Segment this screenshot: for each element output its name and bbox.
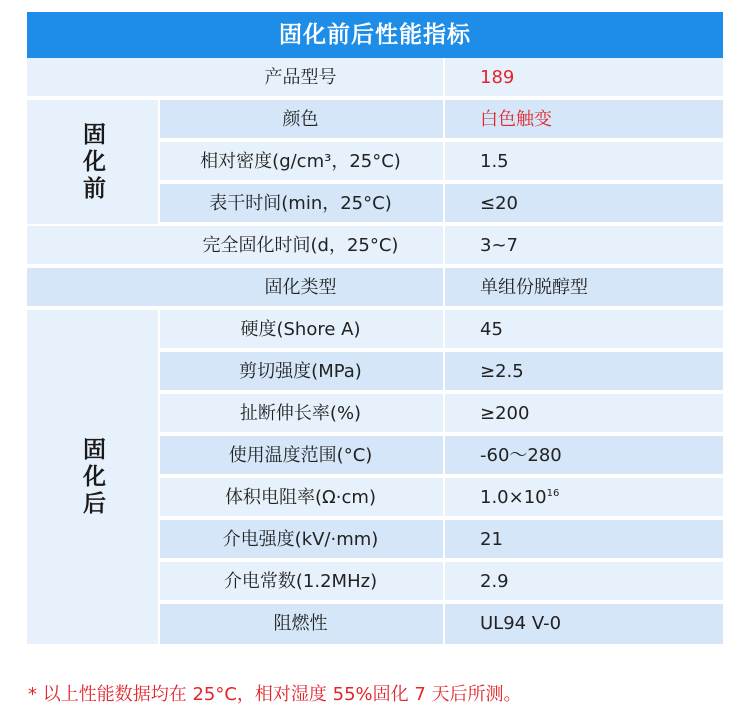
row-label: 剪切强度(MPa) (239, 361, 362, 382)
row-value: ≥2.5 (480, 361, 524, 382)
row-value: $1.0\times 10^{16}$ (480, 487, 560, 508)
group-after-label: 固化后 (79, 436, 105, 518)
row-value: -60～280 (480, 445, 562, 466)
group-divider (158, 310, 160, 646)
row-value: 2.9 (480, 571, 509, 592)
column-divider (443, 58, 445, 646)
row-value: 189 (480, 67, 515, 88)
row-label: 完全固化时间(d，25°C) (202, 235, 399, 256)
group-after (27, 310, 158, 646)
row-value: ≥200 (480, 403, 530, 424)
row-value: 单组份脱醇型 (480, 277, 588, 298)
table-title: 固化前后性能指标 (27, 12, 723, 58)
row-label: 使用温度范围(°C) (228, 445, 373, 466)
footnote: * 以上性能数据均在 25°C，相对湿度 55%固化 7 天后所测。 (28, 684, 522, 705)
table-row (27, 58, 723, 98)
value-superscript: 16 (546, 488, 560, 499)
row-label: 阻燃性 (273, 613, 328, 634)
row-label: 介电常数(1.2MHz) (223, 571, 378, 592)
row-value: 21 (480, 529, 503, 550)
row-label: 颜色 (282, 109, 319, 130)
row-value: 3~7 (480, 235, 518, 256)
table-row (27, 226, 723, 266)
group-before-label: 固化前 (79, 121, 105, 203)
row-value: 45 (480, 319, 503, 340)
row-label: 相对密度(g/cm³，25°C) (200, 151, 401, 172)
row-value: ≤20 (480, 193, 518, 214)
row-label: 表干时间(min，25°C) (209, 193, 392, 214)
group-divider (158, 100, 160, 226)
row-label: 固化类型 (264, 277, 337, 298)
row-label: 产品型号 (264, 67, 337, 88)
table-row (27, 268, 723, 308)
group-before (27, 100, 158, 226)
row-value: 白色触变 (480, 109, 552, 130)
row-label: 介电强度(kV/·mm) (222, 529, 379, 550)
row-label: 硬度(Shore A) (240, 319, 361, 340)
row-value: 1.5 (480, 151, 509, 172)
row-label: 扯断伸长率(%) (239, 403, 362, 424)
row-label: 体积电阻率(Ω·cm) (225, 487, 376, 508)
row-value: UL94 V-0 (480, 613, 562, 634)
properties-table (27, 12, 723, 634)
